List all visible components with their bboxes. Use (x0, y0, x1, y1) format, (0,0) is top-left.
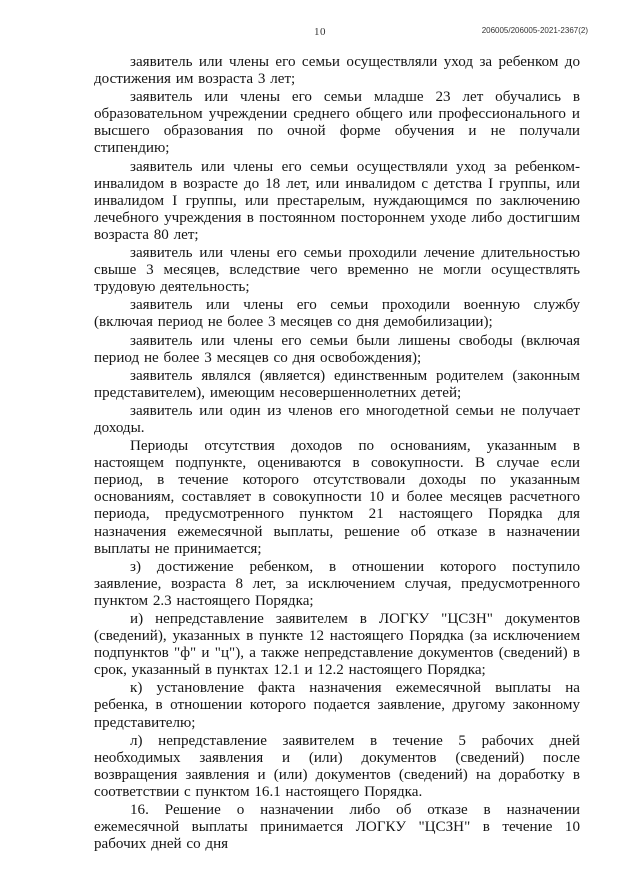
paragraph-education-under-23: заявитель или члены его семьи младше 23 лет обучались в образовательном учреждении среднего общего или профессионального и высшего образования по очной форме обучения и не получали стипендию; (94, 89, 580, 157)
paragraph-item-i: и) непредставление заявителем в ЛОГКУ "ЦСЗН" документов (сведений), указанных в пункте 12 настоящего Порядка (за исключением подпунктов "ф" и "ц"), а также непредставление документов (сведений) в срок, указанный в пунктах 12.1 и 12.2 настоящего Порядка; (94, 611, 580, 679)
paragraph-item-z: з) достижение ребенком, в отношении которого поступило заявление, возраста 8 лет, за исключением случая, предусмотренного пунктом 2.3 настоящего Порядка; (94, 558, 580, 609)
page-number: 10 (314, 26, 326, 38)
paragraph-item-l: л) непредставление заявителем в течение 5 рабочих дней необходимых заявления и (или) документов (сведений) после возвращения заявления и (или) документов (сведений) на доработку в соответствии с пунктом 16.1 настоящего Порядка. (94, 732, 580, 800)
paragraph-imprisonment: заявитель или члены его семьи были лишены свободы (включая период не более 3 месяцев со дня освобождения); (94, 332, 580, 366)
paragraph-childcare-under-3: заявитель или члены его семьи осуществляли уход за ребенком до достижения им возраста 3 лет; (94, 54, 580, 88)
paragraph-section-16: 16. Решение о назначении либо об отказе в назначении ежемесячной выплаты принимается ЛОГКУ "ЦСЗН" в течение 10 рабочих дней со дня (94, 802, 580, 853)
paragraph-single-parent: заявитель являлся (является) единственным родителем (законным представителем), имеющим несовершеннолетних детей; (94, 367, 580, 401)
paragraph-item-k: к) установление факта назначения ежемесячной выплаты на ребенка, в отношении которого подается заявление, другому законному представителю; (94, 680, 580, 731)
paragraph-disabled-care: заявитель или члены его семьи осуществляли уход за ребенком-инвалидом в возрасте до 18 лет, или инвалидом с детства I группы, или инвалидом I группы, или престарелым, нуждающимся по заключению лечебного учреждения в постоянном постороннем уходе либо достигшим возраста 80 лет; (94, 158, 580, 243)
paragraph-military-service: заявитель или члены его семьи проходили военную службу (включая период не более 3 месяцев со дня демобилизации); (94, 297, 580, 331)
paragraph-no-income-periods: Периоды отсутствия доходов по основаниям, указанным в настоящем подпункте, оцениваются в совокупности. В случае если период, в течение которого отсутствовали доходы по указанным основаниям, составляет в совокупности 10 и более месяцев расчетного периода, предусмотренного пунктом 21 настоящего Порядка для назначения ежемесячной выплаты, решение об отказе в назначении выплаты не принимается; (94, 438, 580, 557)
paragraph-large-family: заявитель или один из членов его многодетной семьи не получает доходы. (94, 402, 580, 436)
document-id: 206005/206005-2021-2367(2) (481, 26, 588, 35)
document-body (94, 54, 580, 854)
paragraph-medical-treatment: заявитель или члены его семьи проходили лечение длительностью свыше 3 месяцев, вследствие чего временно не могли осуществлять трудовую деятельность; (94, 245, 580, 296)
